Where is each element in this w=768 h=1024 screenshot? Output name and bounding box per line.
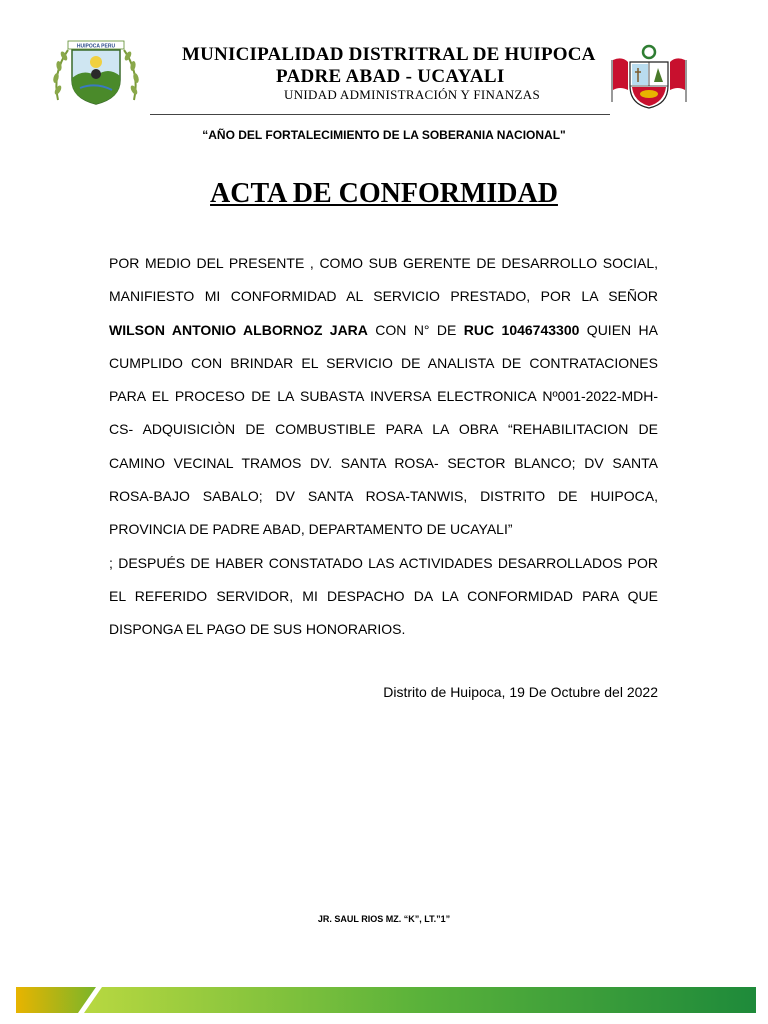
document-body: [109, 247, 658, 647]
footer-color-bar: [16, 987, 756, 1013]
body-text-segment: CON N° DE: [367, 321, 464, 338]
province-region: PADRE ABAD - UCAYALI: [276, 66, 505, 87]
year-motto: “AÑO DEL FORTALECIMIENTO DE LA SOBERANIA NACIONAL": [202, 128, 566, 142]
ruc-number: RUC 1046743300: [463, 321, 580, 338]
peru-coat-of-arms-logo: [608, 42, 690, 110]
footer-address: JR. SAUL RIOS MZ. “K”, LT.”1”: [317, 914, 451, 924]
municipality-crest-logo: [50, 38, 142, 108]
document-title: ACTA DE CONFORMIDAD: [210, 178, 558, 209]
body-text-segment: QUIEN HA CUMPLIDO CON BRINDAR EL SERVICIO DE ANALISTA DE CONTRATACIONES PARA EL PROCESO DE LA SUBASTA INVERSA ELECTRONICA Nº001-2022-MDH-CS- ADQUISICIÒN DE COMBUSTIBLE PARA LA OBRA “REHABILITACION DE CAMINO VECINAL TRAMOS DV. SANTA ROSA- SECTOR BLANCO; DV SANTA ROSA-BAJO SABALO; DV SANTA ROSA-TANWIS, DISTRITO DE HUIPOCA, PROVINCIA DE PADRE ABAD, DEPARTAMENTO DE UCAYALI”: [109, 321, 658, 538]
body-text-segment: POR MEDIO DEL PRESENTE , COMO SUB GERENTE DE DESARROLLO SOCIAL, MANIFIESTO MI CONFORMIDAD AL SERVICIO PRESTADO, POR LA SEÑOR: [109, 255, 658, 305]
municipality-name: MUNICIPALIDAD DISTRITRAL DE HUIPOCA: [182, 44, 596, 65]
header-divider: [150, 114, 610, 115]
body-paragraph-1: [109, 247, 658, 547]
logo-banner-text: HUIPOCA PERU: [76, 43, 116, 50]
body-paragraph-2: ; DESPUÉS DE HABER CONSTATADO LAS ACTIVIDADES DESARROLLADOS POR EL REFERIDO SERVIDOR, MI DESPACHO DA LA CONFORMIDAD PARA QUE DISPONGA EL PAGO DE SUS HONORARIOS.: [109, 554, 658, 638]
provider-name: WILSON ANTONIO ALBORNOZ JARA: [109, 321, 368, 338]
unit-name: UNIDAD ADMINISTRACIÓN Y FINANZAS: [284, 87, 540, 102]
place-date: Distrito de Huipoca, 19 De Octubre del 2022: [383, 684, 658, 700]
